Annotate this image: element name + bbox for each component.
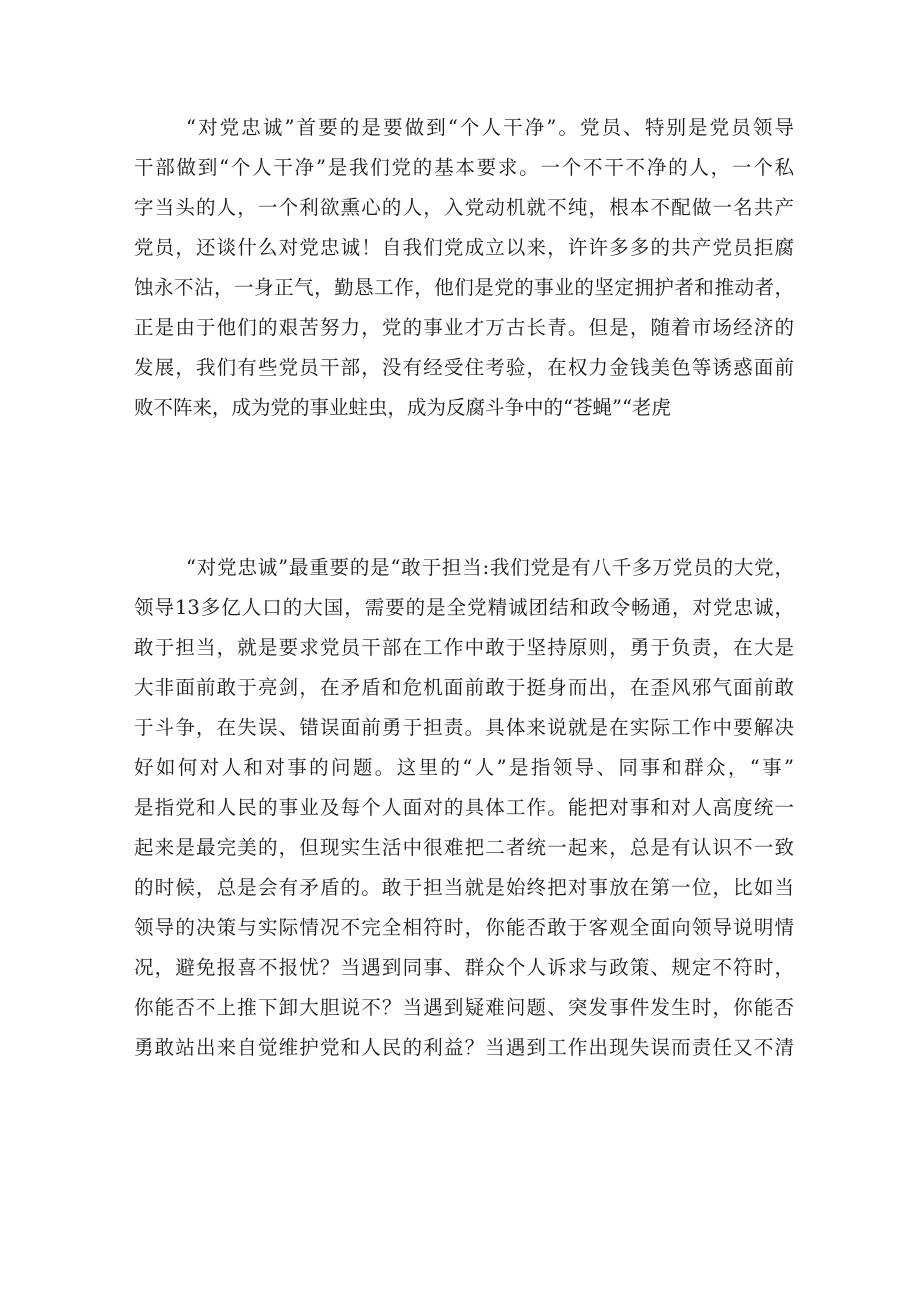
- text-line: 况，避免报喜不报忧？当遇到同事、群众个人诉求与政策、规定不符时，: [134, 956, 794, 979]
- text-line: 你能否不上推下卸大胆说不？当遇到疑难问题、突发事件发生时，你能否: [134, 996, 794, 1019]
- text-line: “对党忠诚”最重要的是“敢于担当:我们党是有八千多万党员的大党，: [186, 556, 794, 579]
- text-line: 大非面前敢于亮剑，在矛盾和危机面前敢于挺身而出，在歪风邪气面前敢: [134, 676, 794, 699]
- text-line: 蚀永不沾，一身正气，勤恳工作，他们是党的事业的坚定拥护者和推动者，: [134, 276, 794, 299]
- text-line: 敢于担当，就是要求党员干部在工作中敢于坚持原则，勇于负责，在大是: [134, 636, 794, 659]
- text-line: 领导的决策与实际情况不完全相符时，你能否敢于客观全面向领导说明情: [134, 916, 794, 939]
- text-line: 于斗争，在失误、错误面前勇于担责。具体来说就是在实际工作中要解决: [134, 716, 794, 739]
- text-line: “对党忠诚”首要的是要做到“个人干净”。党员、特别是党员领导: [186, 116, 794, 139]
- paragraph-dare-to-take-responsibility: [134, 548, 794, 1068]
- text-line: 起来是最完美的，但现实生活中很难把二者统一起来，总是有认识不一致: [134, 836, 794, 859]
- text-line: 党员，还谈什么对党忠诚！自我们党成立以来，许许多多的共产党员拒腐: [134, 236, 794, 259]
- text-line: 好如何对人和对事的问题。这里的“人”是指领导、同事和群众，“事”: [134, 756, 794, 779]
- text-line: 字当头的人，一个利欲熏心的人，入党动机就不纯，根本不配做一名共产: [134, 196, 794, 219]
- text-line: 发展，我们有些党员干部，没有经受住考验，在权力金钱美色等诱惑面前: [134, 356, 794, 379]
- text-line: 勇敢站出来自觉维护党和人民的利益？当遇到工作出现失误而责任又不清: [134, 1036, 794, 1059]
- text-line: 败不阵来，成为党的事业蛀虫，成为反腐斗争中的“苍蝇”“老虎: [134, 396, 671, 419]
- text-line: 领导13多亿人口的大国，需要的是全党精诚团结和政令畅通，对党忠诚，: [134, 596, 794, 619]
- paragraph-personal-integrity: [134, 108, 794, 428]
- text-line: 的时候，总是会有矛盾的。敢于担当就是始终把对事放在第一位，比如当: [134, 876, 794, 899]
- text-line: 干部做到“个人干净”是我们党的基本要求。一个不干不净的人，一个私: [134, 156, 794, 179]
- text-line: 是指党和人民的事业及每个人面对的具体工作。能把对事和对人高度统一: [134, 796, 794, 819]
- text-line: 正是由于他们的艰苦努力，党的事业才万古长青。但是，随着市场经济的: [134, 316, 794, 339]
